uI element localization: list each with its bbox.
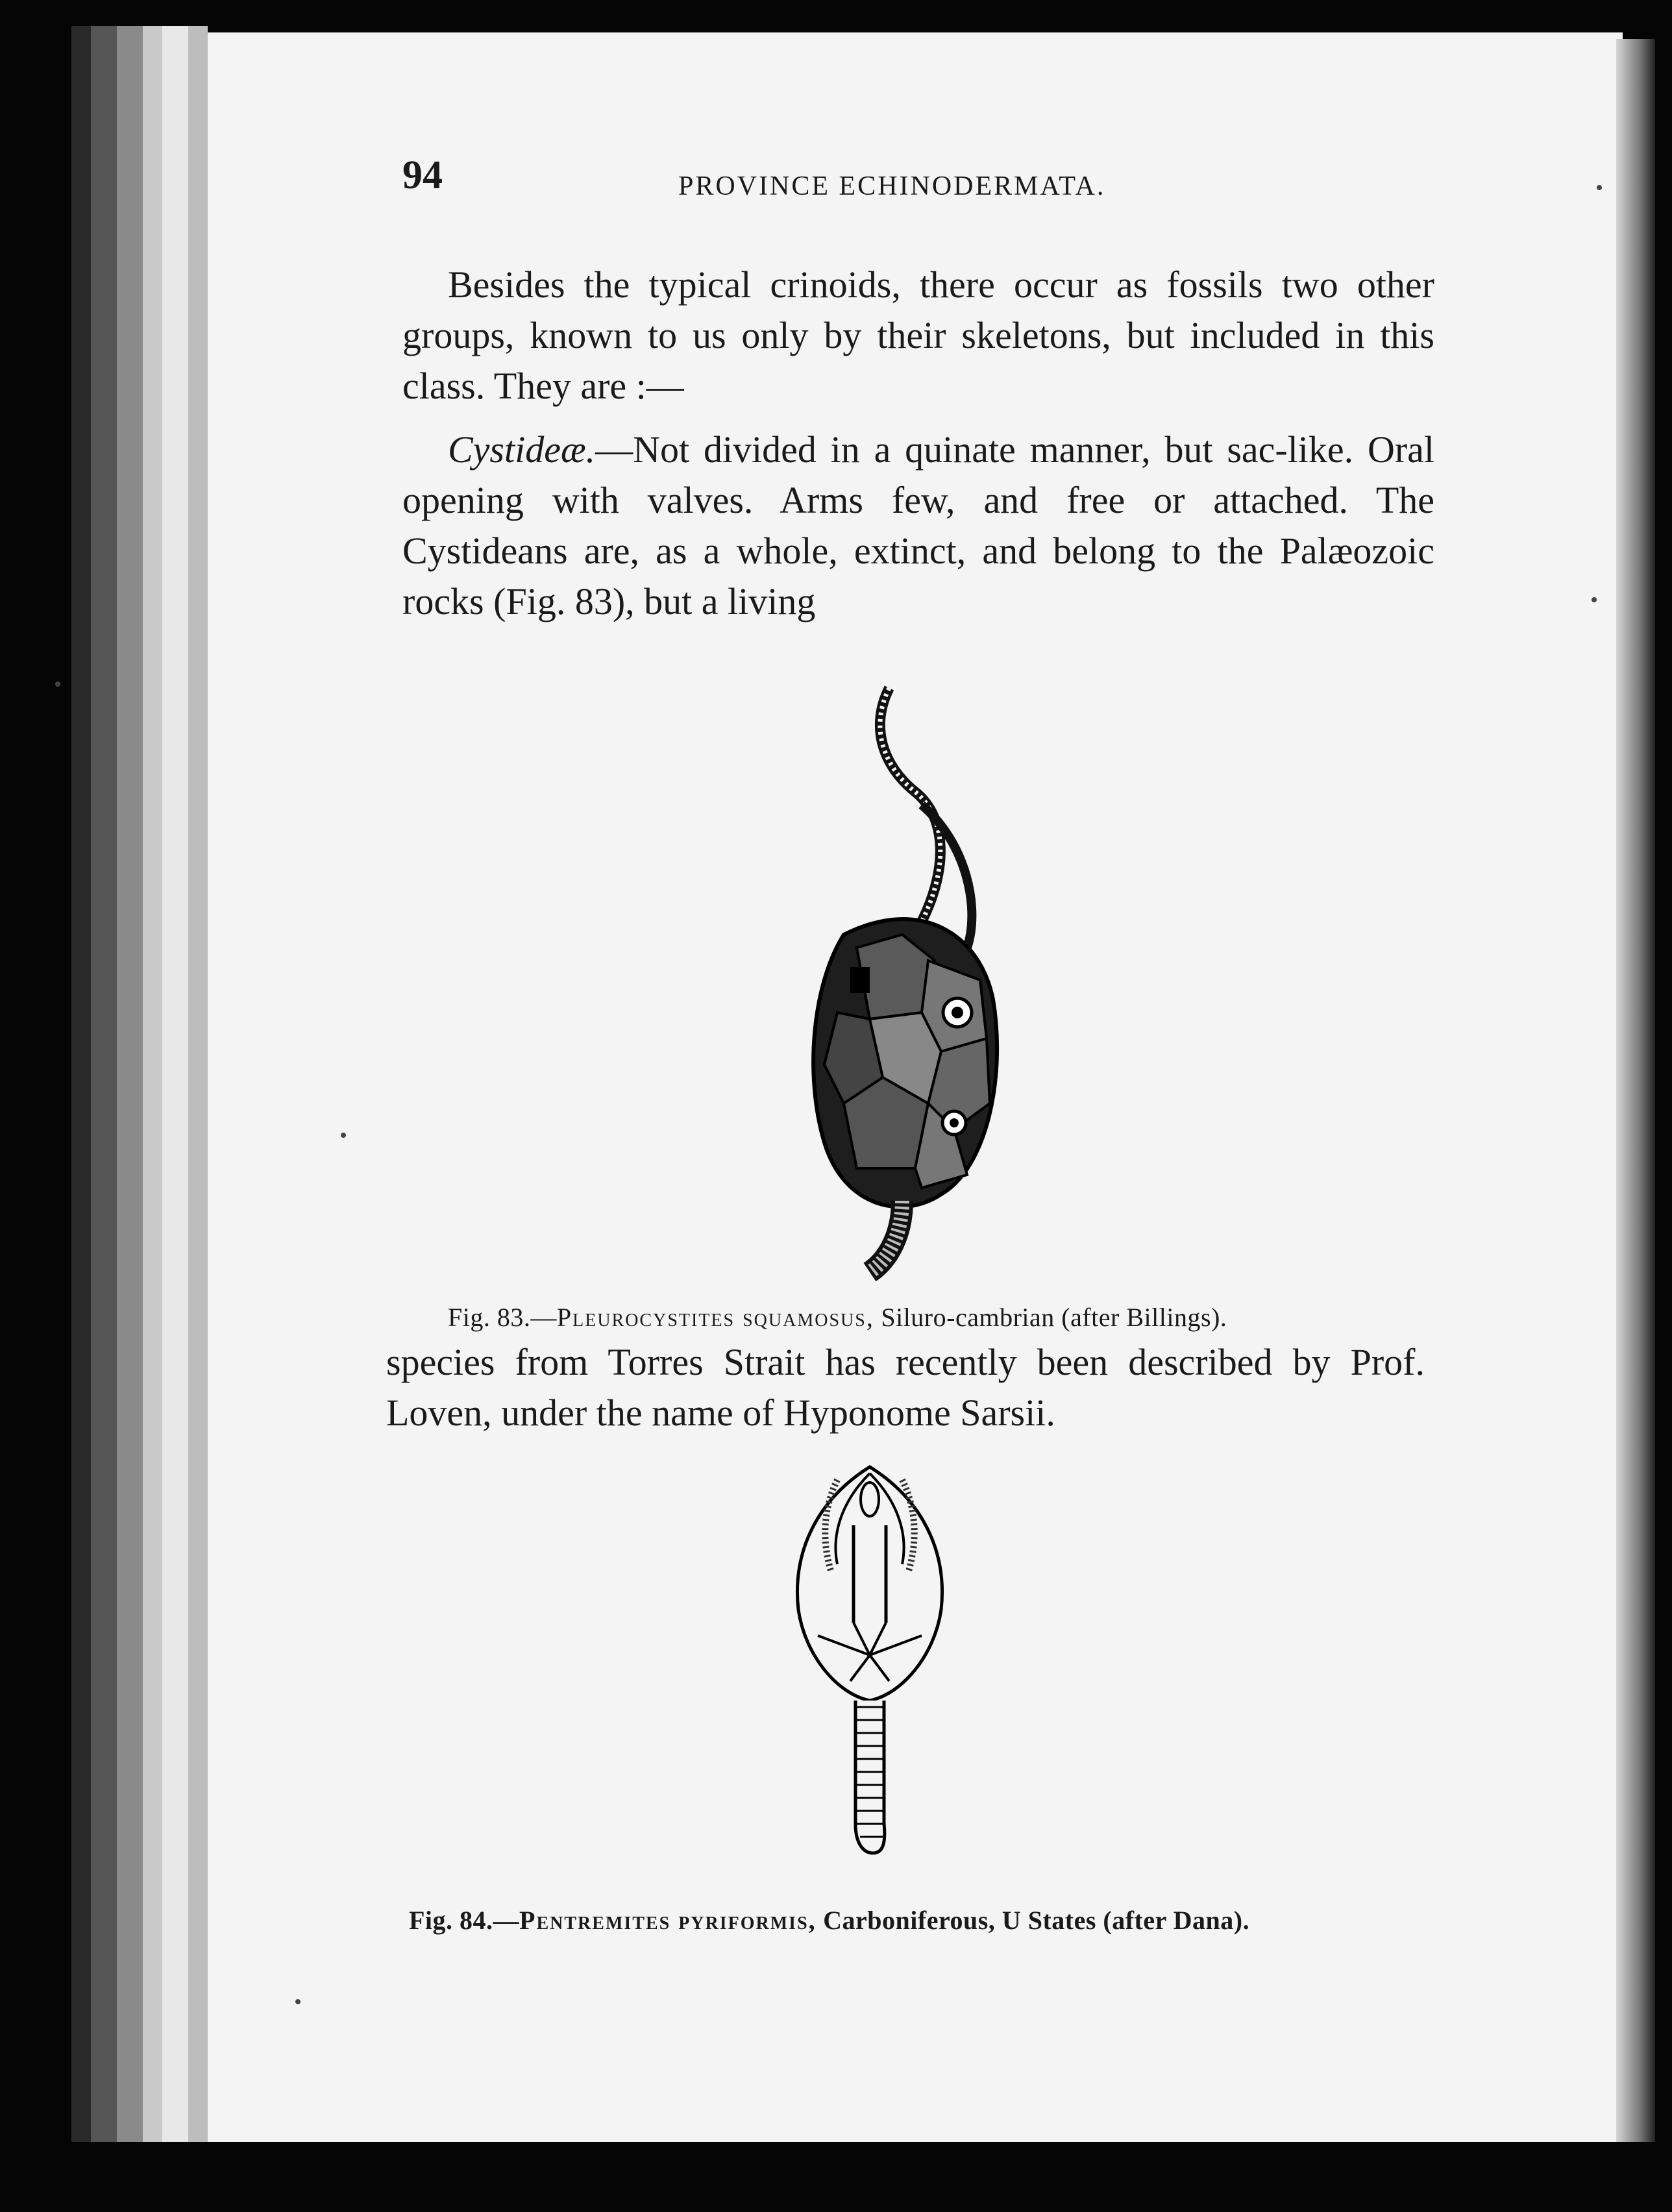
book-edge bbox=[188, 26, 208, 2142]
paragraph-hyponome: species from Torres Strait has recently been described by Prof. Loven, under the name of Hyponome Sarsii. bbox=[386, 1341, 1425, 1434]
speck bbox=[295, 1999, 301, 2004]
text-block-bottom bbox=[386, 1337, 1425, 1438]
book-edge bbox=[91, 26, 117, 2142]
book-edge bbox=[71, 26, 91, 2142]
book-edge bbox=[162, 26, 188, 2142]
paragraph-crinoids: Besides the typical crinoids, there occur as fossils two other groups, known to us only by their skeletons, but included in this class. They are :— bbox=[402, 264, 1434, 407]
speck bbox=[1592, 597, 1597, 602]
figure-83-species: Pleurocystites squamosus, bbox=[556, 1303, 874, 1332]
book-edge bbox=[117, 26, 143, 2142]
figure-84-caption bbox=[409, 1905, 1249, 1936]
figure-84-label: Fig. 84.— bbox=[409, 1906, 520, 1935]
figure-83-note: Siluro-cambrian (after Billings). bbox=[874, 1303, 1227, 1332]
figure-84-note: Carboniferous, U States (after Dana). bbox=[816, 1906, 1250, 1935]
figure-84-pentremites-illustration bbox=[779, 1460, 961, 1863]
figure-83-pleurocystites-illustration bbox=[772, 675, 1045, 1285]
book-edge bbox=[143, 26, 162, 2142]
speck bbox=[341, 1133, 346, 1138]
speck bbox=[55, 682, 60, 687]
page-number: 94 bbox=[402, 153, 443, 197]
paragraph-cystideae bbox=[402, 424, 1434, 627]
figure-83-label: Fig. 83.— bbox=[448, 1303, 557, 1332]
figure-83-caption bbox=[448, 1302, 1227, 1333]
page-header bbox=[402, 153, 1188, 204]
term-cystideae: Cystideæ. bbox=[448, 428, 596, 471]
paragraph-cystideae-text: —Not divided in a quinate manner, but sac-like. Oral opening with valves. Arms few, and free or attached. The Cystideans are, as a whole, extinct, and belong to the Palæozoic rocks (Fig. 83), but a living bbox=[402, 428, 1434, 622]
speck bbox=[1597, 185, 1602, 190]
figure-84-species: Pentremites pyriformis, bbox=[519, 1906, 817, 1935]
text-block-top bbox=[402, 260, 1434, 627]
running-head: PROVINCE ECHINODERMATA. bbox=[678, 171, 1106, 201]
page-gutter-shadow bbox=[1616, 39, 1655, 2142]
